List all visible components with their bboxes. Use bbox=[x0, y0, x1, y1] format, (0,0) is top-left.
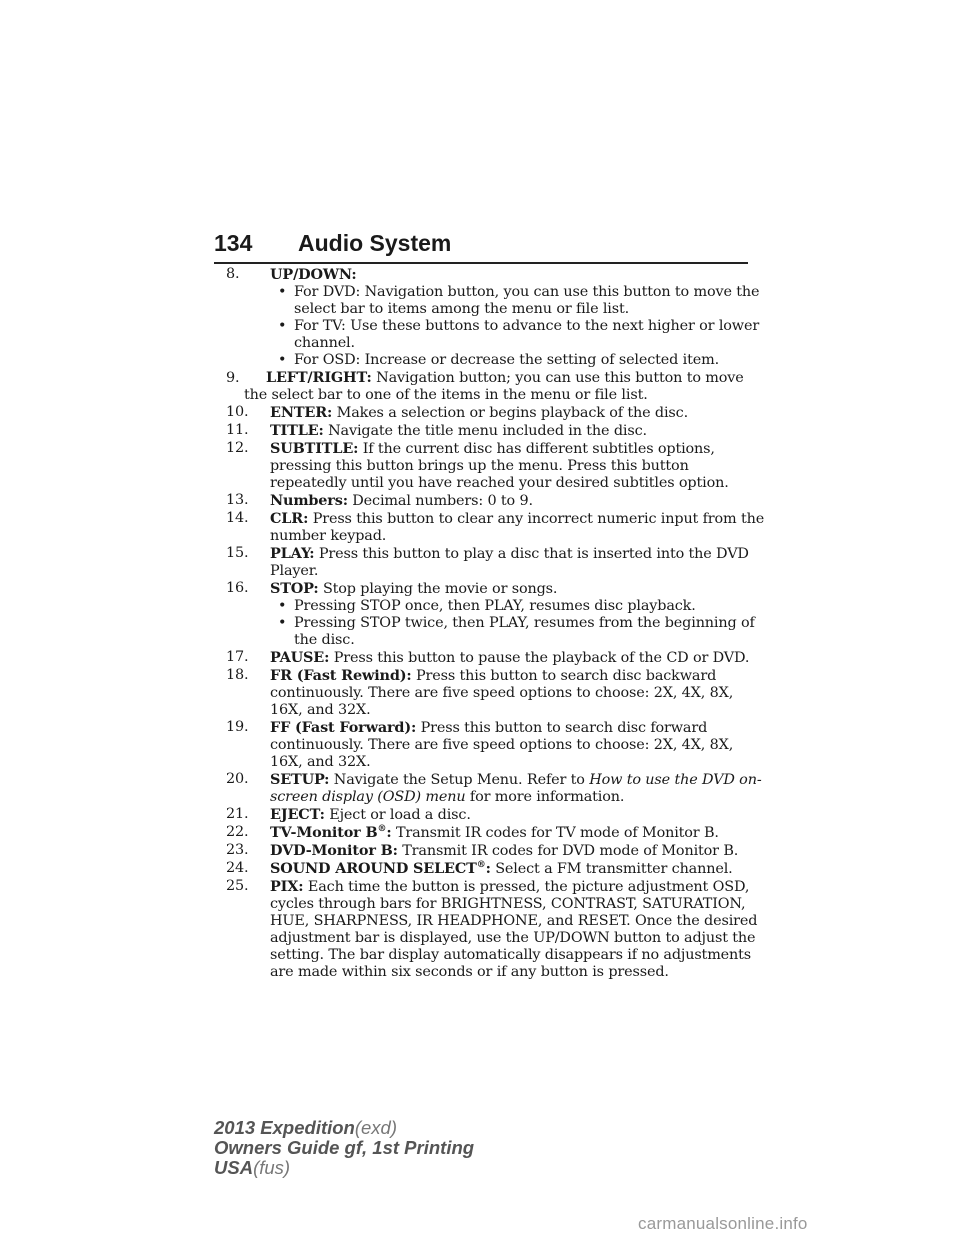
item-number: 14. bbox=[226, 510, 249, 526]
item-label: SUBTITLE: bbox=[270, 440, 359, 457]
item-label: STOP: bbox=[270, 580, 319, 597]
item-text: If the current disc has different subtitles options, pressing this button brings up the menu. Press this button repeatedly until you have reached your desired subtitles option. bbox=[270, 441, 729, 491]
item-text: Press this button to search disc backward continuously. There are five speed options to choose: 2X, 4X, 8X, 16X, and 32X. bbox=[270, 668, 734, 718]
item-number: 15. bbox=[226, 545, 249, 561]
list-item bbox=[226, 510, 766, 545]
item-number: 23. bbox=[226, 842, 249, 858]
item-number: 20. bbox=[226, 771, 249, 787]
item-number: 11. bbox=[226, 422, 249, 438]
bullet-icon: • bbox=[278, 352, 287, 368]
item-number: 10. bbox=[226, 404, 249, 420]
bullet-item: • Pressing STOP once, then PLAY, resumes disc playback. bbox=[278, 598, 696, 614]
item-text: Makes a selection or begins playback of the disc. bbox=[336, 405, 688, 421]
footer-line-1: 2013 Expedition(exd) bbox=[214, 1117, 398, 1138]
list-item bbox=[226, 842, 766, 860]
item-text: Press this button to play a disc that is inserted into the DVD Player. bbox=[270, 546, 749, 579]
bullet-icon: • bbox=[278, 598, 287, 614]
item-label: EJECT: bbox=[270, 806, 325, 823]
bullet-icon: • bbox=[278, 318, 287, 334]
bullet-item: • For DVD: Navigation button, you can use this button to move the select bar to items among the menu or file list. bbox=[278, 284, 760, 317]
item-number: 9. bbox=[226, 370, 240, 386]
cross-reference: How to use the DVD on-screen display (OSD) menu bbox=[270, 772, 762, 805]
bullet-icon: • bbox=[278, 284, 287, 300]
item-number: 13. bbox=[226, 492, 249, 508]
item-label: Numbers: bbox=[270, 492, 348, 509]
bullet-item: • For OSD: Increase or decrease the setting of selected item. bbox=[278, 352, 720, 368]
item-number: 24. bbox=[226, 860, 249, 876]
item-text: Navigation button; you can use this button to move the select bar to one of the items in the menu or file list. bbox=[244, 370, 744, 403]
item-label: SETUP: bbox=[270, 771, 330, 788]
registered-mark: ® bbox=[377, 824, 387, 835]
list-item bbox=[226, 771, 766, 806]
item-text: Navigate the Setup Menu. Refer to bbox=[333, 772, 585, 788]
list-item bbox=[226, 824, 766, 842]
item-number: 16. bbox=[226, 580, 249, 596]
item-label: CLR: bbox=[270, 510, 309, 527]
item-text: Each time the button is pressed, the picture adjustment OSD, cycles through bars for BRIGHTNESS, CONTRAST, SATURATION, HUE, SHARPNESS, IR HEADPHONE, and RESET. Once the desired adjustment bar is displayed, use the UP/DOWN button to adjust the setting. The bar display automatically disappears if no adjustments are made within six seconds or if any button is pressed. bbox=[270, 879, 758, 980]
item-number: 21. bbox=[226, 806, 249, 822]
item-number: 19. bbox=[226, 719, 249, 735]
page-number: 134 bbox=[214, 230, 253, 256]
list-item bbox=[226, 719, 766, 771]
item-label: PLAY: bbox=[270, 545, 315, 562]
list-item bbox=[226, 440, 766, 492]
item-label: SOUND AROUND SELECT®: bbox=[270, 860, 491, 877]
list-item bbox=[226, 422, 766, 440]
item-text: Select a FM transmitter channel. bbox=[495, 861, 733, 877]
list-item bbox=[226, 806, 766, 824]
registered-mark: ® bbox=[476, 860, 486, 871]
list-item bbox=[226, 667, 766, 719]
item-label: TV-Monitor B®: bbox=[270, 824, 392, 841]
item-text: Transmit IR codes for DVD mode of Monitor B. bbox=[402, 843, 739, 859]
item-text: Navigate the title menu included in the disc. bbox=[328, 423, 647, 439]
item-label: UP/DOWN: bbox=[270, 266, 357, 283]
item-text: Press this button to clear any incorrect numeric input from the number keypad. bbox=[270, 511, 765, 544]
document-footer bbox=[214, 1118, 474, 1178]
item-text: Decimal numbers: 0 to 9. bbox=[352, 493, 533, 509]
item-label: TITLE: bbox=[270, 422, 324, 439]
footer-line-3: USA(fus) bbox=[214, 1157, 291, 1178]
item-text: Press this button to pause the playback of the CD or DVD. bbox=[333, 650, 750, 666]
item-number: 25. bbox=[226, 878, 249, 894]
list-item bbox=[226, 404, 766, 422]
item-number: 22. bbox=[226, 824, 249, 840]
bullet-item: • For TV: Use these buttons to advance to the next higher or lower channel. bbox=[278, 318, 760, 351]
item-label: FR (Fast Rewind): bbox=[270, 667, 412, 684]
item-number: 8. bbox=[226, 266, 240, 282]
list-item bbox=[226, 878, 766, 981]
list-item bbox=[226, 266, 766, 369]
item-text: Transmit IR codes for TV mode of Monitor B. bbox=[395, 825, 719, 841]
bullet-icon: • bbox=[278, 615, 287, 631]
item-label: LEFT/RIGHT: bbox=[266, 369, 372, 386]
item-label: PAUSE: bbox=[270, 649, 330, 666]
item-text: Press this button to search disc forward continuously. There are five speed options to choose: 2X, 4X, 8X, 16X, and 32X. bbox=[270, 720, 734, 770]
list-item bbox=[226, 545, 766, 580]
footer-line-2: Owners Guide gf, 1st Printing bbox=[214, 1137, 475, 1158]
list-item bbox=[226, 580, 766, 649]
item-text: Eject or load a disc. bbox=[329, 807, 471, 823]
item-number: 12. bbox=[226, 440, 249, 456]
list-item bbox=[226, 860, 766, 878]
list-item bbox=[226, 492, 766, 510]
item-label: PIX: bbox=[270, 878, 304, 895]
item-label: DVD-Monitor B: bbox=[270, 842, 398, 859]
item-number: 18. bbox=[226, 667, 249, 683]
list-item bbox=[226, 369, 766, 404]
list-item bbox=[226, 649, 766, 667]
content-list bbox=[226, 266, 766, 981]
bullet-item: • Pressing STOP twice, then PLAY, resumes from the beginning of the disc. bbox=[278, 615, 755, 648]
item-label: ENTER: bbox=[270, 404, 333, 421]
item-label: FF (Fast Forward): bbox=[270, 719, 417, 736]
section-title: Audio System bbox=[298, 230, 452, 256]
item-text: Stop playing the movie or songs. bbox=[322, 581, 558, 597]
item-text-after: for more information. bbox=[469, 789, 625, 805]
item-number: 17. bbox=[226, 649, 249, 665]
page-header bbox=[214, 226, 748, 264]
watermark: carmanualsonline.info bbox=[638, 1214, 808, 1233]
